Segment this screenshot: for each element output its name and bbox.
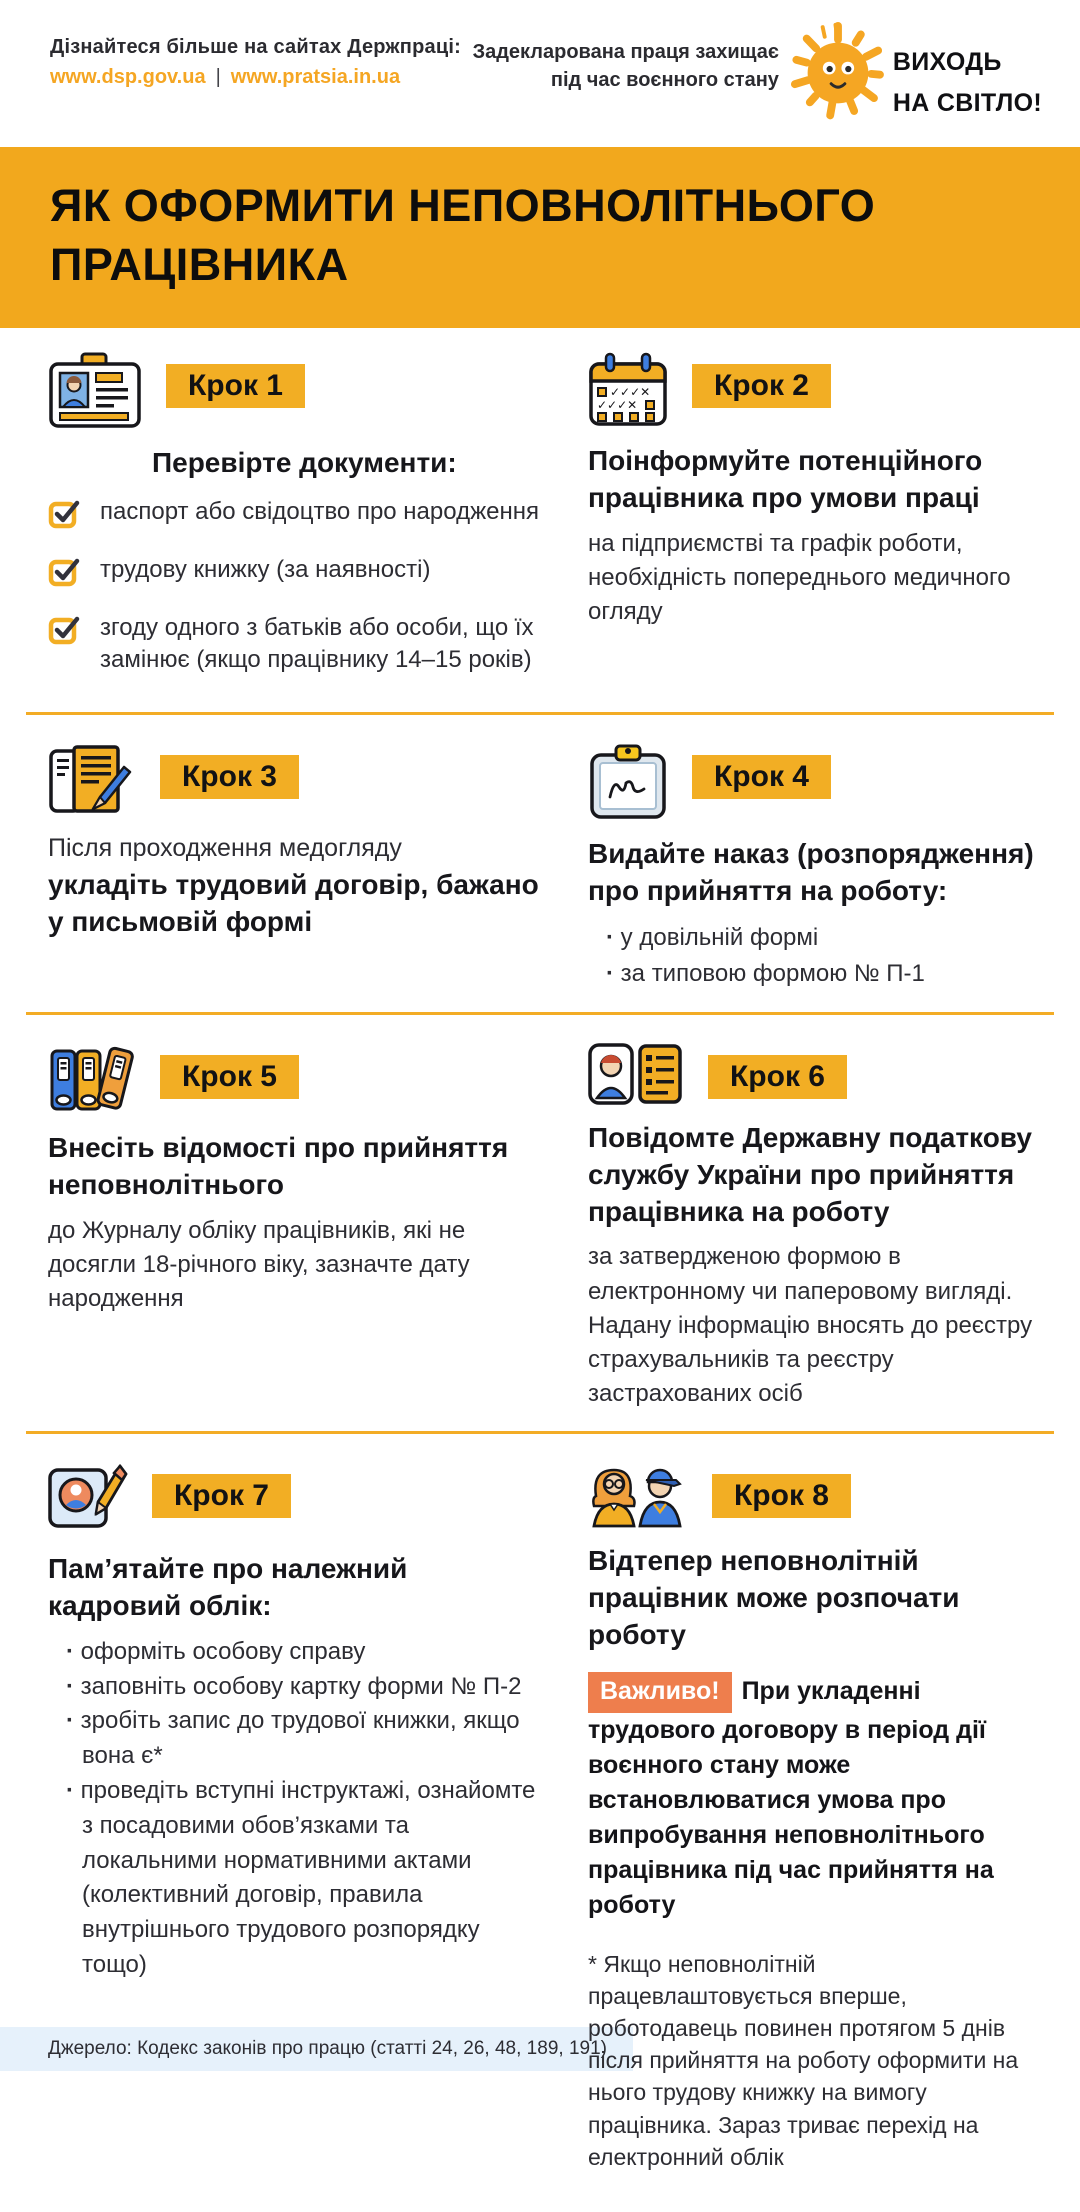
divider bbox=[26, 1012, 1054, 1015]
calendar-icon bbox=[588, 352, 668, 433]
step-2-title: Поінформуйте потенційного працівника про умови праці bbox=[588, 445, 983, 513]
row-steps-1-2 bbox=[0, 328, 1080, 708]
slogan-line2: під час воєнного стану bbox=[550, 69, 779, 91]
title-banner bbox=[0, 147, 1080, 328]
step-7-badge: Крок 7 bbox=[152, 1474, 291, 1518]
row-steps-5-6 bbox=[0, 1019, 1080, 1427]
page-title-line2: ПРАЦІВНИКА bbox=[50, 238, 349, 290]
slogan-line1: Задекларована праця захищає bbox=[472, 41, 779, 63]
divider bbox=[26, 1431, 1054, 1434]
step-1-checklist bbox=[48, 496, 542, 675]
step-4-bullets bbox=[606, 920, 1040, 992]
step-2 bbox=[588, 352, 1040, 692]
step-6-title: Повідомте Державну податкову службу України про прийняття працівника на роботу bbox=[588, 1121, 1032, 1227]
page-title bbox=[50, 177, 1030, 294]
brand-slogan bbox=[893, 36, 1042, 125]
row-steps-7-8 bbox=[0, 1438, 1080, 2212]
id-card-icon bbox=[48, 352, 142, 435]
step-6-badge: Крок 6 bbox=[708, 1055, 847, 1099]
row-steps-3-4 bbox=[0, 719, 1080, 1008]
clipboard-signature-icon bbox=[588, 743, 668, 826]
bullet-item: · оформіть особову справу bbox=[66, 1635, 542, 1670]
step-6 bbox=[588, 1043, 1040, 1411]
step-4-title: Видайте наказ (розпорядження) про прийняття на роботу: bbox=[588, 837, 1034, 906]
step-2-badge: Крок 2 bbox=[692, 364, 831, 408]
svg-text:✓✓✓✕: ✓✓✓✕ bbox=[597, 398, 638, 412]
checklist-item bbox=[48, 612, 542, 674]
step-5-title: Внесіть відомості про прийняття неповнолітнього bbox=[48, 1131, 509, 1200]
bullet-item: · за типовою формою № П-1 bbox=[606, 956, 1040, 992]
checklist-item-text: паспорт або свідоцтво про народження bbox=[100, 497, 539, 525]
personnel-file-icon bbox=[48, 1462, 128, 1541]
step-7 bbox=[48, 1462, 607, 2196]
divider bbox=[26, 712, 1054, 715]
bullet-item: · заповніть особову картку форми № П-2 bbox=[66, 1670, 542, 1705]
young-workers-icon bbox=[588, 1462, 688, 1533]
checkbox-icon bbox=[48, 497, 80, 537]
important-badge: Важливо! bbox=[588, 1672, 732, 1713]
checklist-item-text: згоду одного з батьків або особи, що їх замінює (якщо працівнику 14–15 років) bbox=[100, 614, 534, 673]
step-8-important bbox=[588, 1672, 1040, 1923]
step-5-body: до Журналу обліку працівників, які не досягли 18-річного віку, зазначте дату народження bbox=[48, 1216, 470, 1312]
checkbox-icon bbox=[48, 613, 80, 653]
step-4-badge: Крок 4 bbox=[692, 755, 831, 799]
step-3-intro: Після проходження медогляду bbox=[48, 833, 402, 862]
checklist-item-text: трудову книжку (за наявності) bbox=[100, 556, 431, 584]
step-3-badge: Крок 3 bbox=[160, 755, 299, 799]
link-pratsia[interactable]: www.pratsia.in.ua bbox=[230, 66, 401, 88]
step-5-badge: Крок 5 bbox=[160, 1055, 299, 1099]
step-7-bullets bbox=[66, 1635, 542, 1983]
checkbox-icon bbox=[48, 555, 80, 595]
step-8 bbox=[588, 1462, 1040, 2196]
binders-icon bbox=[48, 1043, 136, 1120]
important-text: При укладенні трудового договору в період дії воєнного стану може встановлюватися умова про випробування неповнолітнього працівника під час прийняття на роботу bbox=[588, 1676, 994, 1919]
header-info bbox=[50, 36, 461, 89]
step-3 bbox=[48, 743, 542, 992]
contract-pen-icon bbox=[48, 743, 136, 822]
brand-line1: ВИХОДЬ bbox=[892, 48, 1002, 76]
step-1-title: Перевірте документи: bbox=[152, 447, 457, 478]
header bbox=[0, 0, 1080, 125]
bullet-item: · зробіть запис до трудової книжки, якщо вона є* bbox=[66, 1704, 542, 1774]
step-6-body: за затвердженою формою в електронному чи паперовому вигляді. Надану інформацію вносять до реєстру страхувальників та реєстру застрахованих осіб bbox=[588, 1243, 1033, 1407]
bullet-item: · проведіть вступні інструктажі, ознайомте з посадовими обов’язками та локальними нормативними актами (колективний договір, правила внутрішнього трудового розпорядку тощо) bbox=[66, 1774, 542, 1983]
step-1-badge: Крок 1 bbox=[166, 364, 305, 408]
brand-line2: НА СВІТЛО! bbox=[892, 89, 1042, 118]
header-slogan bbox=[473, 36, 779, 94]
step-2-body: на підприємстві та графік роботи, необхідність попереднього медичного огляду bbox=[588, 529, 1011, 626]
header-more-info: Дізнайтеся більше на сайтах Держпраці: bbox=[50, 36, 461, 58]
bullet-item: · у довільній формі bbox=[606, 920, 1040, 956]
source-note: Джерело: Кодекс законів про працю (статті 24, 26, 48, 189, 191) bbox=[0, 2027, 633, 2071]
step-7-title: Пам’ятайте про належний кадровий облік: bbox=[48, 1552, 408, 1621]
checklist-item bbox=[48, 496, 542, 537]
step-5 bbox=[48, 1043, 542, 1411]
step-1 bbox=[48, 352, 542, 692]
step-3-title: укладіть трудовий договір, бажано у письмовій формі bbox=[48, 869, 539, 938]
checklist-item bbox=[48, 554, 542, 595]
sun-mascot-icon bbox=[789, 22, 887, 125]
page-title-line1: ЯК ОФОРМИТИ НЕПОВНОЛІТНЬОГО bbox=[50, 180, 876, 231]
link-dsp[interactable]: www.dsp.gov.ua bbox=[50, 66, 206, 88]
step-8-footnote: * Якщо неповнолітній працевлаштовується вперше, роботодавець повинен протягом 5 днів після прийняття на роботу оформити на нього трудову книжку на вимогу працівника. Зараз триває перехід на електронний облік bbox=[588, 1950, 1019, 2170]
step-8-badge: Крок 8 bbox=[712, 1474, 851, 1518]
step-4 bbox=[588, 743, 1040, 992]
link-separator: | bbox=[215, 66, 221, 88]
step-8-title: Відтепер неповнолітній працівник може розпочати роботу bbox=[588, 1544, 960, 1650]
person-report-icon bbox=[588, 1043, 684, 1110]
svg-text:✓✓✓✕: ✓✓✓✕ bbox=[610, 385, 651, 399]
